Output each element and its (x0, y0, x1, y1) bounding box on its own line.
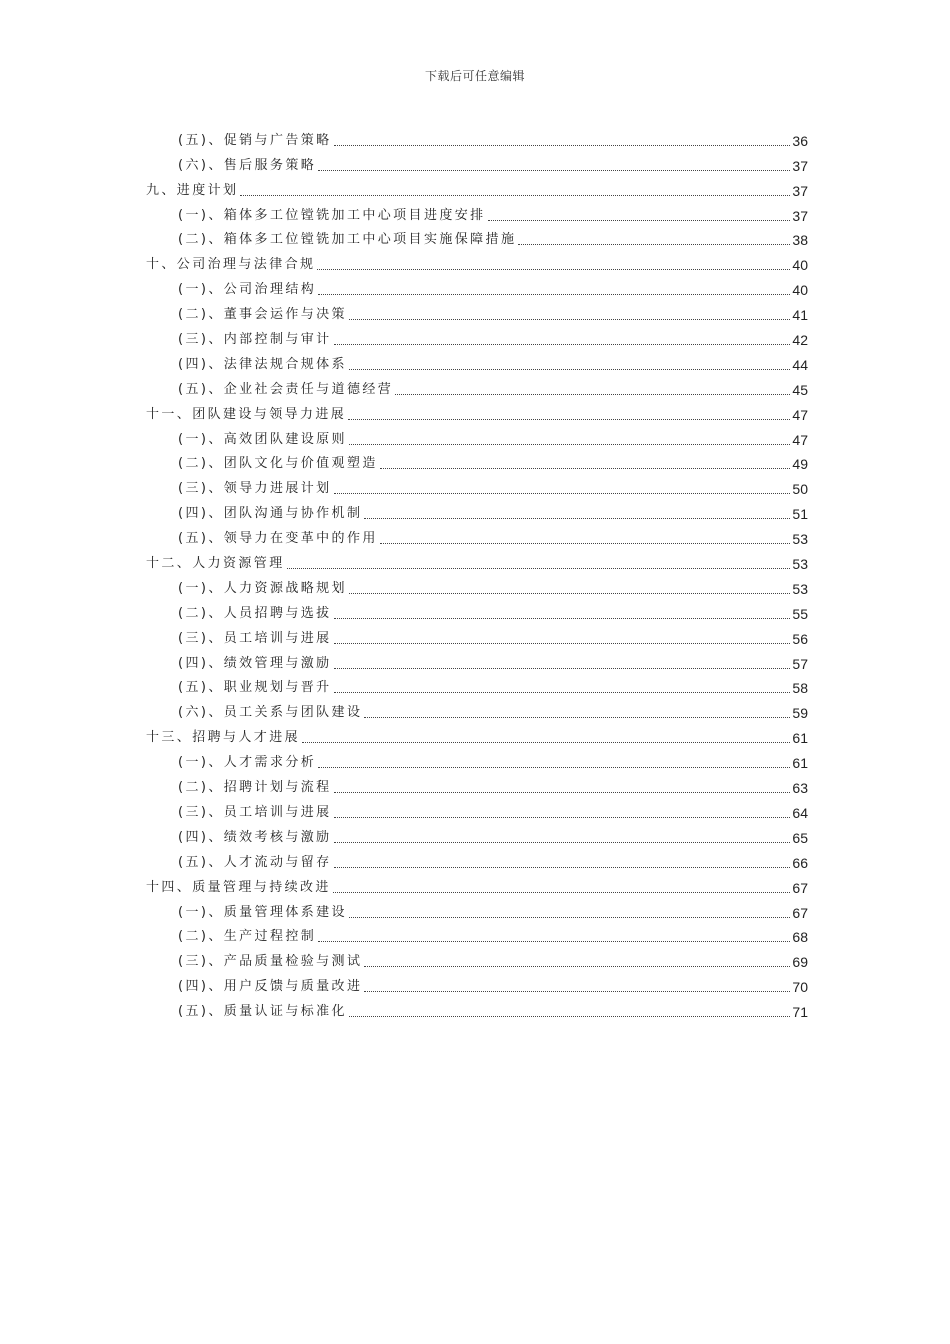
toc-entry-title: (一)、人才需求分析 (178, 755, 317, 771)
toc-entry-title: (五)、企业社会责任与道德经营 (178, 381, 394, 397)
toc-entry-title: (五)、职业规划与晋升 (178, 680, 332, 696)
toc-entry-title: (四)、绩效考核与激励 (178, 829, 332, 845)
toc-dot-leader (334, 493, 791, 494)
toc-dot-leader (380, 543, 791, 544)
toc-section-entry[interactable] (146, 823, 808, 848)
toc-dot-leader (380, 468, 791, 469)
toc-page-number: 44 (792, 356, 808, 373)
toc-dot-leader (334, 145, 791, 146)
toc-entry-title: (五)、质量认证与标准化 (178, 1004, 347, 1020)
toc-entry-title: (四)、法律法规合规体系 (178, 356, 347, 372)
toc-dot-leader (334, 618, 791, 619)
toc-entry-title: 十二、人力资源管理 (146, 556, 285, 572)
toc-page-number: 37 (792, 157, 808, 174)
toc-section-entry[interactable] (146, 275, 808, 300)
toc-dot-leader (334, 643, 791, 644)
toc-page-number: 37 (792, 207, 808, 224)
toc-entry-title: (三)、员工培训与进展 (178, 630, 332, 646)
toc-section-entry[interactable] (146, 624, 808, 649)
toc-section-entry[interactable] (146, 748, 808, 773)
toc-section-entry[interactable] (146, 898, 808, 923)
toc-entry-title: (六)、售后服务策略 (178, 157, 317, 173)
toc-dot-leader (518, 244, 790, 245)
toc-page-number: 68 (792, 929, 808, 946)
toc-section-entry[interactable] (146, 350, 808, 375)
toc-entry-title: (六)、员工关系与团队建设 (178, 705, 363, 721)
toc-entry-title: (一)、人力资源战略规划 (178, 580, 347, 596)
toc-section-entry[interactable] (146, 325, 808, 350)
toc-entry-title: (二)、箱体多工位镗铣加工中心项目实施保障措施 (178, 232, 517, 248)
toc-section-entry[interactable] (146, 972, 808, 997)
toc-dot-leader (334, 692, 791, 693)
toc-dot-leader (334, 344, 791, 345)
toc-page-number: 40 (792, 282, 808, 299)
toc-page-number: 61 (792, 755, 808, 772)
toc-section-entry[interactable] (146, 848, 808, 873)
toc-section-entry[interactable] (146, 997, 808, 1022)
toc-page-number: 53 (792, 531, 808, 548)
toc-page-number: 47 (792, 406, 808, 423)
toc-chapter-entry[interactable] (146, 400, 808, 425)
toc-page-number: 37 (792, 182, 808, 199)
page-header: 下载后可任意编辑 (424, 69, 525, 83)
toc-dot-leader (349, 1016, 790, 1017)
toc-dot-leader (349, 917, 790, 918)
toc-chapter-entry[interactable] (146, 250, 808, 275)
toc-page-number: 53 (792, 556, 808, 573)
toc-page-number: 69 (792, 954, 808, 971)
toc-page-number: 63 (792, 780, 808, 797)
toc-section-entry[interactable] (146, 126, 808, 151)
toc-dot-leader (349, 369, 790, 370)
toc-dot-leader (334, 867, 791, 868)
toc-dot-leader (364, 518, 790, 519)
toc-dot-leader (334, 842, 791, 843)
toc-dot-leader (240, 195, 790, 196)
toc-entry-title: 十、公司治理与法律合规 (146, 257, 316, 273)
toc-page-number: 40 (792, 257, 808, 274)
toc-entry-title: (一)、质量管理体系建设 (178, 904, 347, 920)
toc-page-number: 41 (792, 307, 808, 324)
toc-section-entry[interactable] (146, 649, 808, 674)
toc-page-number: 58 (792, 680, 808, 697)
toc-entry-title: (五)、领导力在变革中的作用 (178, 531, 378, 547)
toc-section-entry[interactable] (146, 698, 808, 723)
toc-section-entry[interactable] (146, 474, 808, 499)
toc-page-number: 61 (792, 730, 808, 747)
table-of-contents (146, 126, 808, 1022)
toc-page-number: 67 (792, 879, 808, 896)
toc-dot-leader (333, 892, 791, 893)
toc-section-entry[interactable] (146, 599, 808, 624)
toc-entry-title: (一)、公司治理结构 (178, 282, 317, 298)
toc-entry-title: (二)、招聘计划与流程 (178, 780, 332, 796)
toc-page-number: 36 (792, 132, 808, 149)
toc-dot-leader (287, 568, 791, 569)
toc-dot-leader (318, 767, 790, 768)
toc-section-entry[interactable] (146, 151, 808, 176)
toc-entry-title: (四)、用户反馈与质量改进 (178, 979, 363, 995)
toc-page-number: 53 (792, 580, 808, 597)
toc-section-entry[interactable] (146, 226, 808, 251)
toc-dot-leader (348, 419, 790, 420)
toc-entry-title: (三)、产品质量检验与测试 (178, 954, 363, 970)
toc-page-number: 71 (792, 1004, 808, 1021)
toc-dot-leader (334, 668, 791, 669)
toc-page-number: 70 (792, 979, 808, 996)
toc-entry-title: (二)、董事会运作与决策 (178, 307, 347, 323)
toc-entry-title: (四)、绩效管理与激励 (178, 655, 332, 671)
toc-entry-title: (五)、促销与广告策略 (178, 132, 332, 148)
toc-page-number: 42 (792, 332, 808, 349)
toc-section-entry[interactable] (146, 798, 808, 823)
toc-dot-leader (364, 991, 790, 992)
toc-section-entry[interactable] (146, 450, 808, 475)
toc-section-entry[interactable] (146, 425, 808, 450)
toc-entry-title: (四)、团队沟通与协作机制 (178, 506, 363, 522)
toc-chapter-entry[interactable] (146, 873, 808, 898)
toc-page-number: 67 (792, 904, 808, 921)
toc-chapter-entry[interactable] (146, 549, 808, 574)
toc-page-number: 50 (792, 481, 808, 498)
toc-page-number: 57 (792, 655, 808, 672)
toc-entry-title: (三)、领导力进展计划 (178, 481, 332, 497)
toc-section-entry[interactable] (146, 524, 808, 549)
toc-entry-title: 十一、团队建设与领导力进展 (146, 406, 347, 422)
toc-dot-leader (349, 319, 790, 320)
toc-section-entry[interactable] (146, 300, 808, 325)
toc-dot-leader (334, 817, 791, 818)
toc-entry-title: (三)、内部控制与审计 (178, 332, 332, 348)
toc-dot-leader (318, 941, 790, 942)
toc-entry-title: (一)、高效团队建设原则 (178, 431, 347, 447)
toc-page-number: 55 (792, 605, 808, 622)
toc-dot-leader (364, 717, 790, 718)
toc-entry-title: (二)、生产过程控制 (178, 929, 317, 945)
toc-page-number: 59 (792, 705, 808, 722)
toc-dot-leader (349, 444, 790, 445)
toc-dot-leader (334, 792, 791, 793)
toc-section-entry[interactable] (146, 201, 808, 226)
toc-page-number: 65 (792, 829, 808, 846)
toc-dot-leader (488, 220, 791, 221)
toc-entry-title: 十三、招聘与人才进展 (146, 730, 301, 746)
toc-section-entry[interactable] (146, 923, 808, 948)
toc-entry-title: (三)、员工培训与进展 (178, 804, 332, 820)
toc-page-number: 56 (792, 630, 808, 647)
toc-section-entry[interactable] (146, 674, 808, 699)
toc-entry-title: (一)、箱体多工位镗铣加工中心项目进度安排 (178, 207, 486, 223)
toc-entry-title: 九、进度计划 (146, 182, 239, 198)
toc-page-number: 51 (792, 506, 808, 523)
toc-entry-title: (二)、人员招聘与选拔 (178, 605, 332, 621)
toc-dot-leader (395, 394, 790, 395)
toc-dot-leader (317, 269, 790, 270)
toc-page-number: 38 (792, 232, 808, 249)
toc-section-entry[interactable] (146, 773, 808, 798)
toc-page-number: 47 (792, 431, 808, 448)
toc-entry-title: (二)、团队文化与价值观塑造 (178, 456, 378, 472)
toc-chapter-entry[interactable] (146, 176, 808, 201)
toc-section-entry[interactable] (146, 574, 808, 599)
toc-dot-leader (318, 294, 790, 295)
toc-entry-title: 十四、质量管理与持续改进 (146, 879, 331, 895)
toc-dot-leader (302, 742, 790, 743)
toc-section-entry[interactable] (146, 947, 808, 972)
toc-dot-leader (349, 593, 790, 594)
toc-section-entry[interactable] (146, 375, 808, 400)
toc-page-number: 45 (792, 381, 808, 398)
toc-entry-title: (五)、人才流动与留存 (178, 854, 332, 870)
toc-dot-leader (364, 966, 790, 967)
toc-dot-leader (318, 170, 790, 171)
toc-chapter-entry[interactable] (146, 723, 808, 748)
toc-page-number: 49 (792, 456, 808, 473)
toc-page-number: 64 (792, 804, 808, 821)
toc-page-number: 66 (792, 854, 808, 871)
toc-section-entry[interactable] (146, 499, 808, 524)
